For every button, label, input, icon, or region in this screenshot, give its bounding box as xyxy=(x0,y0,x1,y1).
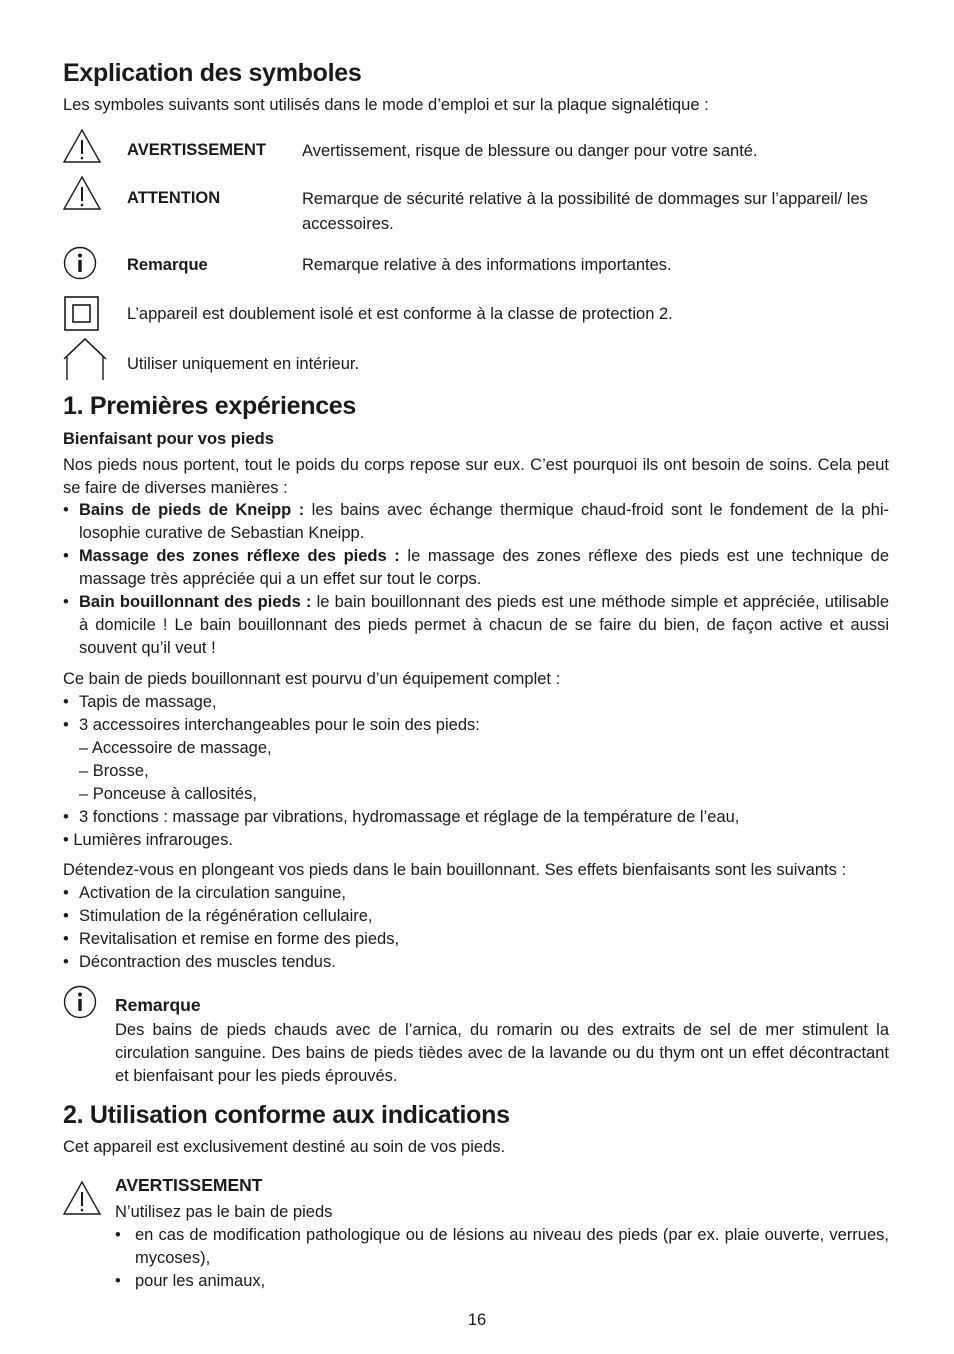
warning-triangle-icon xyxy=(62,128,102,164)
list-item: • Tapis de massage, xyxy=(63,691,889,714)
section2-title: 2. Utilisation conforme aux indications xyxy=(63,1101,510,1129)
list-item xyxy=(63,499,889,545)
methods-list xyxy=(63,499,889,660)
list-item: • pour les animaux, xyxy=(115,1270,889,1293)
equip-list xyxy=(63,691,889,852)
list-item: • Revitalisation et remise en forme des pieds, xyxy=(63,928,889,951)
symbol-label-warning: AVERTISSEMENT xyxy=(127,141,267,159)
effects-list xyxy=(63,882,889,974)
warn-list xyxy=(115,1224,889,1293)
page-number: 16 xyxy=(467,1311,487,1329)
section1-intro: Nos pieds nous portent, tout le poids du corps repose sur eux. C’est pourquoi ils ont besoin de soins. Cela peut se faire de diverses manières : xyxy=(63,456,889,497)
symbols-title: Explication des symboles xyxy=(63,59,362,87)
double-insulation-icon xyxy=(64,296,99,331)
list-item: • Stimulation de la régénération cellulaire, xyxy=(63,905,889,928)
symbol-label-note: Remarque xyxy=(127,256,208,274)
symbol-desc-attention: Remarque de sécurité relative à la possibilité de dommages sur l’appareil/ les accessoires. xyxy=(302,190,868,233)
info-icon xyxy=(63,246,97,280)
list-item xyxy=(63,545,889,591)
info-icon xyxy=(63,985,97,1019)
note-title: Remarque xyxy=(115,995,201,1015)
list-subitem: – Brosse, xyxy=(79,762,149,780)
list-item: • Décontraction des muscles tendus. xyxy=(63,951,889,974)
list-subitem: – Accessoire de massage, xyxy=(79,739,272,757)
section1-title: 1. Premières expériences xyxy=(63,392,357,420)
warn-title: AVERTISSEMENT xyxy=(115,1175,263,1195)
class2-text: L’appareil est doublement isolé et est conforme à la classe de protection 2. xyxy=(127,305,673,323)
equip-intro: Ce bain de pieds bouillonnant est pourvu d’un équipement complet : xyxy=(63,670,561,688)
method-text: le massage des zones réflexe des pieds est une technique de massage très appréciée qui a un effet sur tout le corps. xyxy=(79,547,889,588)
warn-lead: N’utilisez pas le bain de pieds xyxy=(115,1203,333,1221)
list-item: • Lumières infrarouges. xyxy=(63,831,233,849)
list-item xyxy=(63,591,889,660)
method-text: le bain bouillonnant des pieds est une méthode simple et appréciée, utilisable à domicile ! Le bain bouillonnant des pieds permet à chacun de se faire du bien, de façon active et aussi souvent qu’il veut ! xyxy=(79,593,889,657)
list-item: • Activation de la circulation sanguine, xyxy=(63,882,889,905)
section1-subtitle: Bienfaisant pour vos pieds xyxy=(63,430,274,448)
section2-intro: Cet appareil est exclusivement destiné au soin de vos pieds. xyxy=(63,1138,506,1156)
list-item: • en cas de modification pathologique ou de lésions au niveau des pieds (par ex. plaie ouverte, verrues, mycoses), xyxy=(115,1224,889,1270)
note-text: Des bains de pieds chauds avec de l’arnica, du romarin ou des extraits de sel de mer stimulent la circulation sanguine. Des bains de pieds tièdes avec de la lavande ou du thym ont un effet décontractant et bienfaisant pour les pieds éprouvés. xyxy=(115,1021,889,1085)
method-term: Massage des zones réflexe des pieds : xyxy=(79,547,400,565)
method-term: Bain bouillonnant des pieds : xyxy=(79,593,312,611)
list-item: • 3 accessoires interchangeables pour le soin des pieds: xyxy=(63,714,889,737)
symbol-desc-warning: Avertissement, risque de blessure ou danger pour votre santé. xyxy=(302,142,758,160)
warning-triangle-icon xyxy=(62,175,102,211)
method-text: les bains avec échange thermique chaud-froid sont le fondement de la philosophie curative de Sebastian Kneipp. xyxy=(79,501,889,542)
symbol-label-attention: ATTENTION xyxy=(127,189,221,207)
effects-intro: Détendez-vous en plongeant vos pieds dans le bain bouillonnant. Ses effets bienfaisants sont les suivants : xyxy=(63,861,847,879)
method-term: Bains de pieds de Kneipp : xyxy=(79,501,305,519)
symbol-desc-note: Remarque relative à des informations importantes. xyxy=(302,256,672,274)
list-item: • 3 fonctions : massage par vibrations, hydromassage et réglage de la température de l’eau, xyxy=(63,806,889,829)
house-icon xyxy=(62,337,108,382)
symbols-intro: Les symboles suivants sont utilisés dans le mode d’emploi et sur la plaque signalétique : xyxy=(63,96,709,114)
list-subitem: – Ponceuse à callosités, xyxy=(79,785,257,803)
warning-triangle-icon xyxy=(62,1180,102,1216)
indoor-text: Utiliser uniquement en intérieur. xyxy=(127,355,360,373)
